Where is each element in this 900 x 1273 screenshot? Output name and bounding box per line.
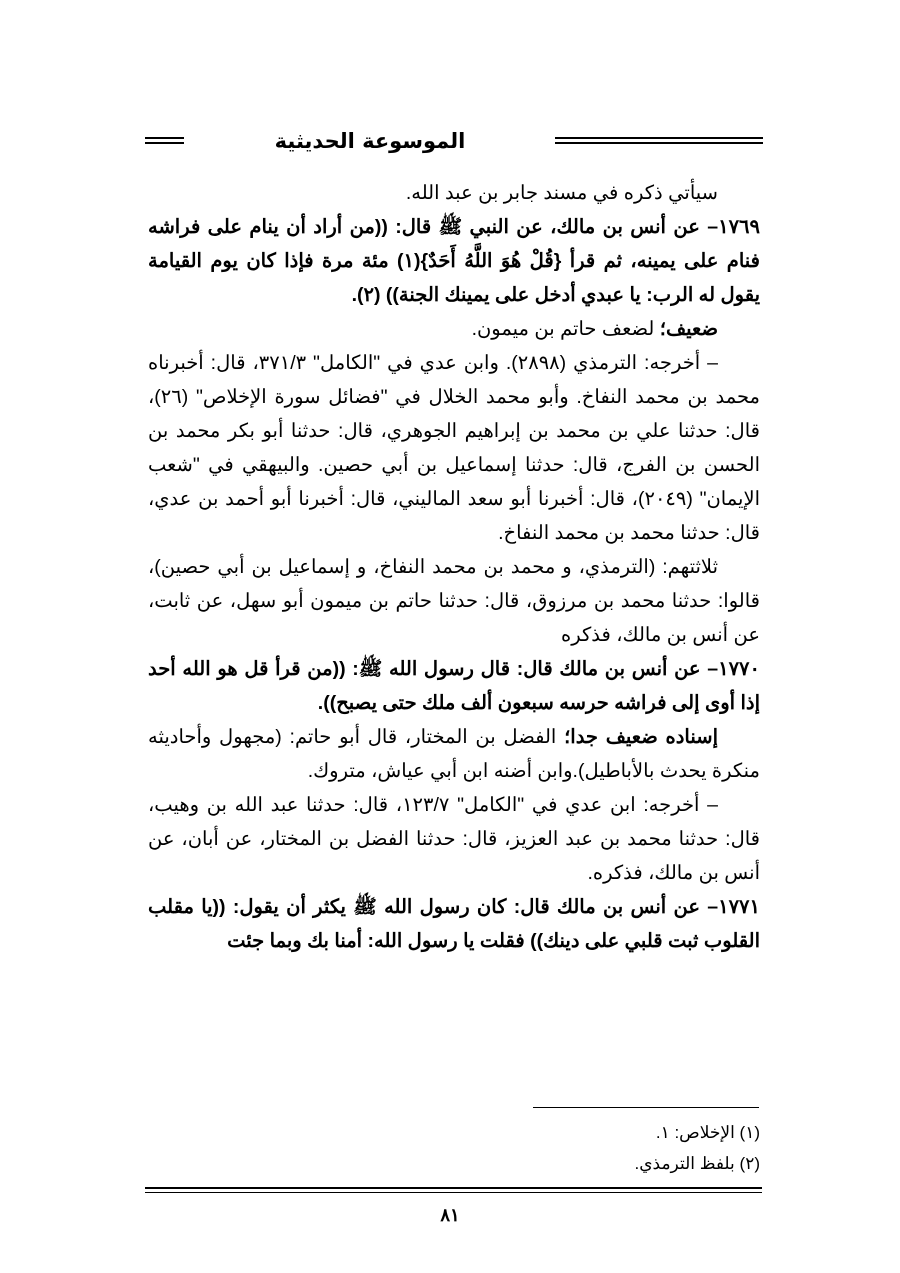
grading-1769 — [148, 312, 760, 346]
grading-1770 — [148, 720, 760, 788]
takhrij-1769: – أخرجه: الترمذي (٢٨٩٨). وابن عدي في "الكامل" ٣٧١/٣، قال: أخبرناه محمد بن محمد النفاخ. وأبو محمد الخلال في "فضائل سورة الإخلاص" (٢٦)، قال: حدثنا علي بن محمد بن إبراهيم الجوهري، قال: حدثنا أبو بكر محمد بن الحسن بن الفرج، قال: حدثنا إسماعيل بن أبي حصين. والبيهقي في "شعب الإيمان" (٢٠٤٩)، قال: أخبرنا أبو سعد الماليني، قال: أخبرنا أبو أحمد بن عدي، قال: حدثنا محمد بن محمد النفاخ. — [148, 352, 760, 544]
page-body — [148, 176, 760, 958]
paragraph-intro: سيأتي ذكره في مسند جابر بن عبد الله. — [405, 182, 718, 204]
running-header — [145, 126, 762, 166]
footnote-2: (٢) بلفظ الترمذي. — [634, 1154, 760, 1173]
grading-text: الفضل بن المختار، قال أبو حاتم: (مجهول وأحاديثه منكرة يحدث بالأباطيل).وابن أضنه ابن أبي عياش، متروك. — [148, 726, 760, 782]
grading-text: لضعف حاتم بن ميمون. — [471, 318, 660, 340]
grading-label: ضعيف؛ — [659, 318, 718, 340]
grading-label: إسناده ضعيف جدا؛ — [564, 726, 718, 748]
hadith-1769: ١٧٦٩– عن أنس بن مالك، عن النبي ﷺ قال: ((من أراد أن ينام على فراشه فنام على يمينه، ثم قرأ {قُلْ هُوَ اللَّهُ أَحَدٌ}(١) مئة مرة فإذا كان يوم القيامة يقول له الرب: يا عبدي أدخل على يمينك الجنة)) (٢). — [148, 216, 760, 306]
footnote-separator — [533, 1107, 759, 1108]
header-rule-right — [555, 137, 763, 139]
header-title: الموسوعة الحديثية — [274, 129, 466, 153]
takhrij-1770: – أخرجه: ابن عدي في "الكامل" ١٢٣/٧، قال: حدثنا عبد الله بن وهيب، قال: حدثنا محمد بن عبد العزيز، قال: حدثنا الفضل بن المختار، عن أبان، عن أنس بن مالك، فذكره. — [148, 794, 760, 884]
hadith-1770: ١٧٧٠– عن أنس بن مالك قال: قال رسول الله ﷺ: ((من قرأ قل هو الله أحد إذا أوى إلى فراشه حرسه سبعون ألف ملك حتى يصبح)). — [148, 658, 760, 714]
header-rule-right-lower — [555, 142, 763, 144]
page-number: ٨١ — [440, 1205, 460, 1225]
footnotes — [148, 1117, 760, 1179]
bottom-rule — [145, 1187, 762, 1189]
chain-1769: ثلاثتهم: (الترمذي، و محمد بن محمد النفاخ، و إسماعيل بن أبي حصين)، قالوا: حدثنا محمد بن مرزوق، قال: حدثنا حاتم بن ميمون أبو سهل، عن ثابت، عن أنس بن مالك، فذكره — [148, 556, 760, 646]
header-rule-left — [145, 137, 184, 139]
header-rule-left-lower — [145, 142, 184, 144]
footnote-1: (١) الإخلاص: ١. — [655, 1123, 760, 1142]
bottom-rule-lower — [145, 1192, 762, 1193]
hadith-1771: ١٧٧١– عن أنس بن مالك قال: كان رسول الله ﷺ يكثر أن يقول: ((يا مقلب القلوب ثبت قلبي على دينك)) فقلت يا رسول الله: أمنا بك وبما جئت — [148, 896, 760, 952]
